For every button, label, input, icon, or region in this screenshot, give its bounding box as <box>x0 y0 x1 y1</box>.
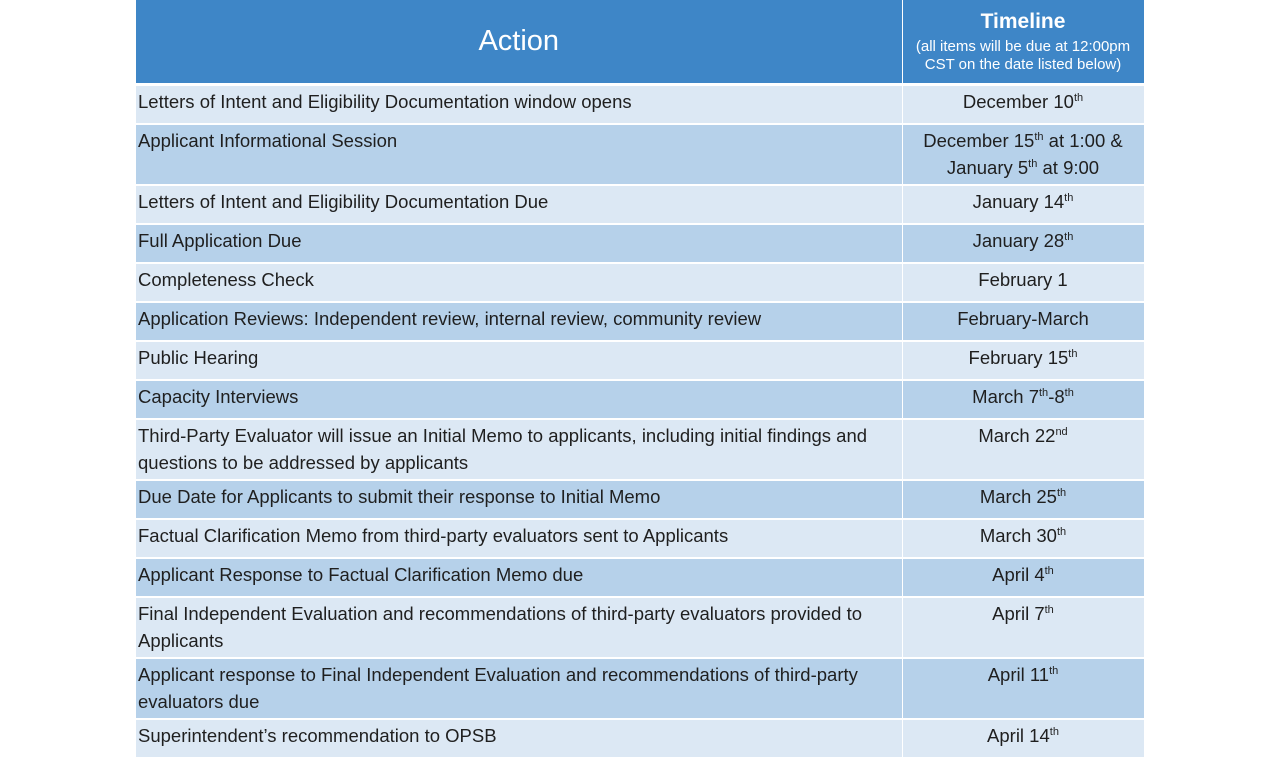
date-ordinal-suffix: nd <box>1055 426 1068 438</box>
date-ordinal-suffix: th <box>1044 565 1054 577</box>
action-cell: Due Date for Applicants to submit their response to Initial Memo <box>136 480 902 519</box>
table-row <box>136 85 1144 125</box>
action-cell: Final Independent Evaluation and recommendations of third-party evaluators provided to Applicants <box>136 597 902 658</box>
date-ordinal-suffix: th <box>1056 526 1067 538</box>
action-cell: Applicant Response to Factual Clarification Memo due <box>136 558 902 597</box>
table-row <box>136 341 1144 380</box>
table-row <box>136 380 1144 419</box>
date-ordinal-suffix: th <box>1034 131 1044 143</box>
date-ordinal-suffix: th <box>1039 387 1049 399</box>
date-cell <box>902 341 1144 380</box>
action-cell: Applicant Informational Session <box>136 124 902 185</box>
date-text: February-March <box>957 308 1089 329</box>
date-text: March 7 <box>972 386 1039 407</box>
table-row <box>136 302 1144 341</box>
action-cell: Third-Party Evaluator will issue an Initial Memo to applicants, including initial findings and questions to be addressed by applicants <box>136 419 902 480</box>
date-cell <box>902 658 1144 719</box>
date-text: March 30 <box>979 525 1057 546</box>
date-ordinal-suffix: th <box>1049 665 1059 677</box>
date-ordinal-suffix: th <box>1068 348 1078 360</box>
date-cell <box>902 124 1144 185</box>
date-text: at 1:00 & <box>1043 130 1123 151</box>
date-ordinal-suffix: th <box>1044 604 1054 616</box>
date-cell <box>902 480 1144 519</box>
date-cell <box>902 558 1144 597</box>
date-cell <box>902 419 1144 480</box>
date-cell <box>902 380 1144 419</box>
action-cell: Public Hearing <box>136 341 902 380</box>
date-cell <box>902 85 1144 125</box>
action-cell: Factual Clarification Memo from third-party evaluators sent to Applicants <box>136 519 902 558</box>
table-row <box>136 124 1144 185</box>
date-cell <box>902 185 1144 224</box>
date-text: April 7 <box>992 603 1045 624</box>
date-text: April 4 <box>992 564 1045 585</box>
date-ordinal-suffix: th <box>1073 92 1084 104</box>
date-ordinal-suffix: th <box>1049 726 1059 738</box>
action-cell: Applicant response to Final Independent Evaluation and recommendations of third-party evaluators due <box>136 658 902 719</box>
table-row <box>136 658 1144 719</box>
date-cell <box>902 302 1144 341</box>
action-cell: Completeness Check <box>136 263 902 302</box>
date-ordinal-suffix: th <box>1064 231 1074 243</box>
table-row <box>136 480 1144 519</box>
date-text: December 10 <box>962 91 1074 112</box>
date-text: April 14 <box>987 725 1050 746</box>
date-text: December 15 <box>923 130 1035 151</box>
action-cell: Letters of Intent and Eligibility Documentation Due <box>136 185 902 224</box>
date-cell <box>902 263 1144 302</box>
date-text: March 22 <box>978 425 1056 446</box>
table-row <box>136 597 1144 658</box>
date-text: at 9:00 <box>1037 157 1100 178</box>
date-text: January 28 <box>972 230 1065 251</box>
date-ordinal-suffix: th <box>1028 158 1038 170</box>
date-text: February 1 <box>978 269 1068 290</box>
date-text: March 25 <box>979 486 1057 507</box>
action-cell: Superintendent’s recommendation to OPSB <box>136 719 902 758</box>
timeline-note: (all items will be due at 12:00pm CST on the date listed below) <box>915 38 1131 74</box>
date-text: April 11 <box>987 664 1050 685</box>
date-cell <box>902 519 1144 558</box>
date-cell <box>902 719 1144 758</box>
timeline-column-header <box>902 0 1144 85</box>
table-row <box>136 558 1144 597</box>
date-ordinal-suffix: th <box>1056 487 1067 499</box>
table-row <box>136 519 1144 558</box>
header-row <box>136 0 1144 85</box>
date-ordinal-suffix: th <box>1064 387 1074 399</box>
action-cell: Letters of Intent and Eligibility Documentation window opens <box>136 85 902 125</box>
date-text: February 15 <box>968 347 1069 368</box>
action-column-header: Action <box>136 0 902 85</box>
table-row <box>136 224 1144 263</box>
date-text: January 14 <box>972 191 1065 212</box>
date-text: January 5 <box>946 157 1029 178</box>
table-row <box>136 185 1144 224</box>
table-row <box>136 419 1144 480</box>
timeline-title: Timeline <box>980 9 1066 33</box>
table-row <box>136 719 1144 758</box>
action-cell: Application Reviews: Independent review, internal review, community review <box>136 302 902 341</box>
table-row <box>136 263 1144 302</box>
timeline-table <box>136 0 1145 759</box>
date-cell <box>902 597 1144 658</box>
date-text: -8 <box>1048 386 1065 407</box>
date-cell <box>902 224 1144 263</box>
action-cell: Full Application Due <box>136 224 902 263</box>
date-ordinal-suffix: th <box>1064 192 1074 204</box>
action-cell: Capacity Interviews <box>136 380 902 419</box>
